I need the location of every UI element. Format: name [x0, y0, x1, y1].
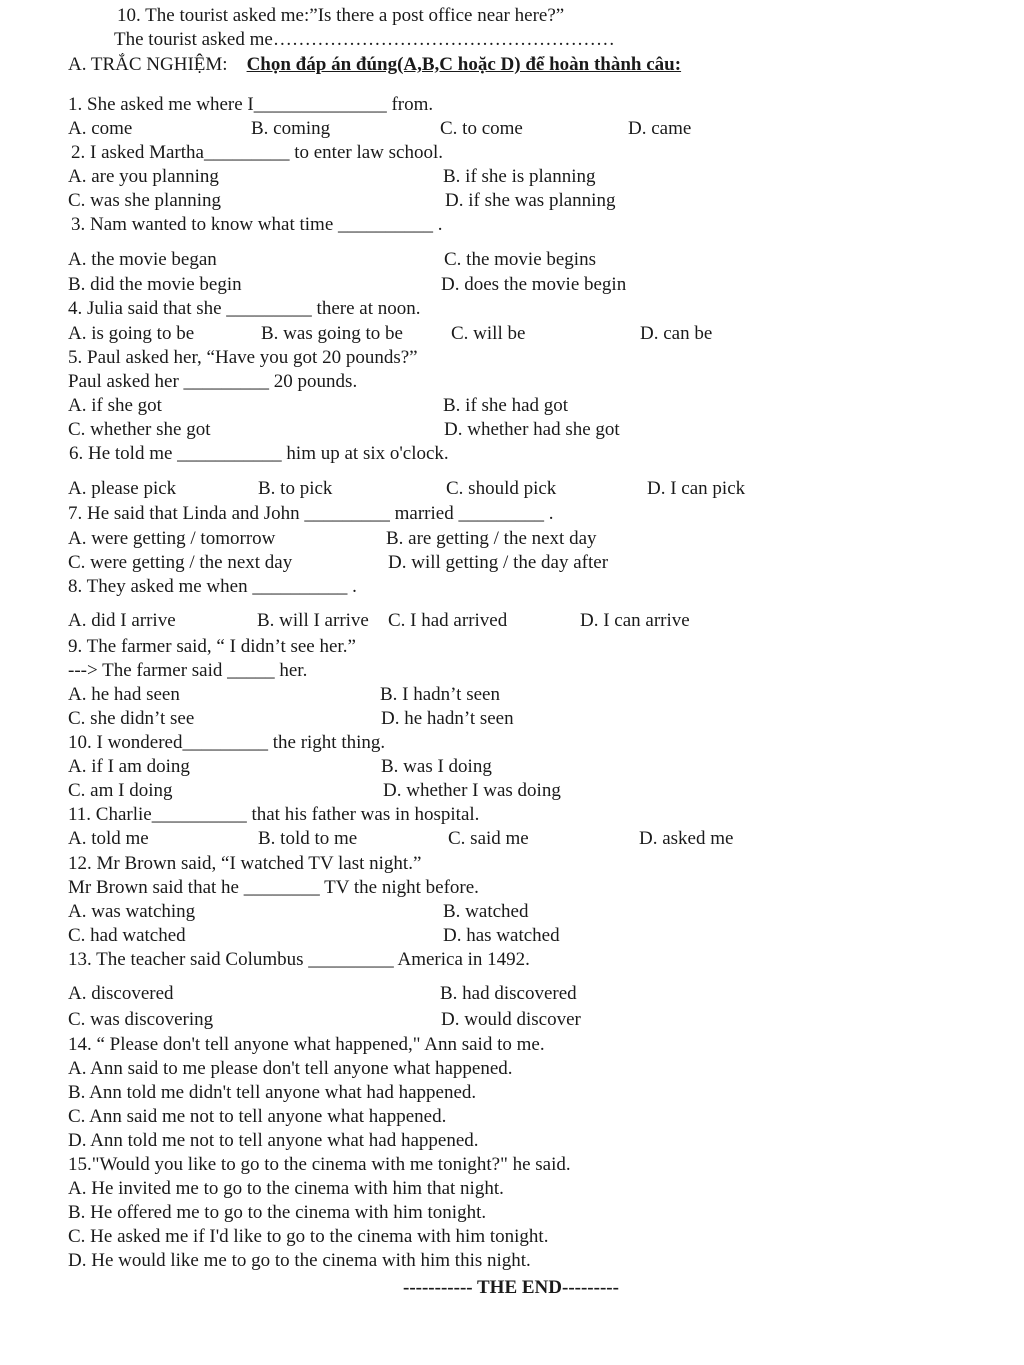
- option: B. He offered me to go to the cinema with him tonight.: [68, 1202, 487, 1223]
- option: D. I can pick: [647, 478, 746, 499]
- option: C. I had arrived: [388, 610, 508, 631]
- section-header: [68, 53, 681, 77]
- option: A. he had seen: [68, 684, 180, 705]
- option: C. were getting / the next day: [68, 552, 293, 573]
- option: C. He asked me if I'd like to go to the cinema with him tonight.: [68, 1226, 549, 1247]
- option: A. discovered: [68, 983, 174, 1004]
- question-3: 3. Nam wanted to know what time __________ .: [71, 214, 443, 235]
- option: A. the movie began: [68, 249, 217, 270]
- question-11: 11. Charlie__________ that his father was in hospital.: [68, 804, 480, 825]
- question-9-reported: ---> The farmer said _____ her.: [68, 660, 308, 681]
- option: C. was discovering: [68, 1009, 214, 1030]
- question-5-reported: Paul asked her _________ 20 pounds.: [68, 371, 358, 392]
- option: C. said me: [448, 828, 529, 849]
- option: C. should pick: [446, 478, 557, 499]
- option: D. He would like me to go to the cinema with him this night.: [68, 1250, 531, 1271]
- option: A. was watching: [68, 901, 196, 922]
- option: B. Ann told me didn't tell anyone what had happened.: [68, 1082, 477, 1103]
- option: C. was she planning: [68, 190, 222, 211]
- question-12: 12. Mr Brown said, “I watched TV last night.”: [68, 853, 422, 874]
- option: B. if she had got: [443, 395, 569, 416]
- question-5: 5. Paul asked her, “Have you got 20 pounds?”: [68, 347, 418, 368]
- option: A. are you planning: [68, 166, 219, 187]
- option: A. told me: [68, 828, 149, 849]
- option: B. told to me: [258, 828, 358, 849]
- option: B. are getting / the next day: [386, 528, 597, 549]
- option: A. if I am doing: [68, 756, 190, 777]
- question-13: 13. The teacher said Columbus _________ America in 1492.: [68, 949, 530, 970]
- option: A. is going to be: [68, 323, 195, 344]
- option: B. to pick: [258, 478, 333, 499]
- option: D. has watched: [443, 925, 560, 946]
- option: B. was going to be: [261, 323, 403, 344]
- option: C. Ann said me not to tell anyone what happened.: [68, 1106, 447, 1127]
- option: D. will getting / the day after: [388, 552, 609, 573]
- option: D. asked me: [639, 828, 734, 849]
- option: C. will be: [451, 323, 526, 344]
- option: D. would discover: [441, 1009, 581, 1030]
- option: D. I can arrive: [580, 610, 690, 631]
- section-instruction: Chọn đáp án đúng(A,B,C hoặc D) để hoàn thành câu:: [246, 54, 682, 75]
- option: D. can be: [640, 323, 713, 344]
- question-15: 15."Would you like to go to the cinema with me tonight?" he said.: [68, 1154, 571, 1175]
- section-prefix: A. TRẮC NGHIỆM:: [68, 54, 228, 75]
- option: C. to come: [440, 118, 523, 139]
- option: C. she didn’t see: [68, 708, 195, 729]
- option: C. whether she got: [68, 419, 211, 440]
- question-1: 1. She asked me where I______________ from.: [68, 94, 434, 115]
- option: A. Ann said to me please don't tell anyone what happened.: [68, 1058, 513, 1079]
- option: A. did I arrive: [68, 610, 176, 631]
- question-14: 14. “ Please don't tell anyone what happened," Ann said to me.: [68, 1034, 545, 1055]
- option: B. had discovered: [440, 983, 577, 1004]
- q10-answer-line: The tourist asked me………………………………………………: [114, 29, 615, 50]
- option: B. if she is planning: [443, 166, 596, 187]
- option: B. was I doing: [381, 756, 492, 777]
- option: D. does the movie begin: [441, 274, 627, 295]
- question-12-reported: Mr Brown said that he ________ TV the night before.: [68, 877, 479, 898]
- option: D. he hadn’t seen: [381, 708, 514, 729]
- option: B. will I arrive: [257, 610, 369, 631]
- option: A. were getting / tomorrow: [68, 528, 276, 549]
- the-end: ----------- THE END---------: [403, 1277, 619, 1298]
- option: C. had watched: [68, 925, 186, 946]
- q10-prompt: 10. The tourist asked me:”Is there a post office near here?”: [117, 5, 565, 26]
- option: C. am I doing: [68, 780, 173, 801]
- option: B. watched: [443, 901, 529, 922]
- option: D. came: [628, 118, 692, 139]
- question-8: 8. They asked me when __________ .: [68, 576, 357, 597]
- question-7: 7. He said that Linda and John _________ married _________ .: [68, 503, 554, 524]
- option: D. if she was planning: [445, 190, 616, 211]
- question-10: 10. I wondered_________ the right thing.: [68, 732, 386, 753]
- question-2: 2. I asked Martha_________ to enter law school.: [71, 142, 443, 163]
- option: D. whether had she got: [444, 419, 620, 440]
- option: B. I hadn’t seen: [380, 684, 500, 705]
- question-4: 4. Julia said that she _________ there at noon.: [68, 298, 421, 319]
- option: A. if she got: [68, 395, 162, 416]
- option: A. come: [68, 118, 133, 139]
- option: C. the movie begins: [444, 249, 596, 270]
- option: B. coming: [251, 118, 331, 139]
- option: A. please pick: [68, 478, 177, 499]
- option: B. did the movie begin: [68, 274, 242, 295]
- option: A. He invited me to go to the cinema with him that night.: [68, 1178, 504, 1199]
- option: D. whether I was doing: [383, 780, 561, 801]
- question-9: 9. The farmer said, “ I didn’t see her.”: [68, 636, 356, 657]
- question-6: 6. He told me ___________ him up at six o'clock.: [69, 443, 449, 464]
- option: D. Ann told me not to tell anyone what had happened.: [68, 1130, 479, 1151]
